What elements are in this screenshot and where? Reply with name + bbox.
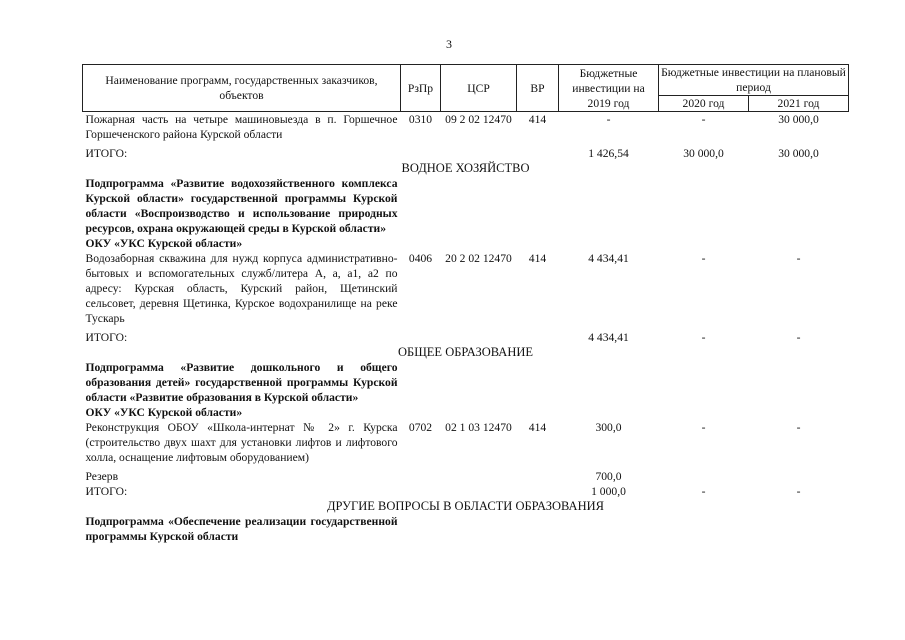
table-body	[83, 112, 849, 545]
header-2021: 2021 год	[749, 96, 849, 112]
value-2021: 30 000,0	[778, 113, 819, 126]
header-csr: ЦСР	[441, 65, 517, 112]
header-planned-period: Бюджетные инвестиции на плановый период	[659, 65, 849, 96]
empty-cell	[401, 514, 441, 544]
empty-cell	[559, 176, 659, 236]
table-row	[83, 326, 849, 345]
table-row	[83, 420, 849, 465]
page-number: 3	[446, 37, 452, 51]
empty-cell	[401, 405, 441, 420]
section-heading: ДРУГИЕ ВОПРОСЫ В ОБЛАСТИ ОБРАЗОВАНИЯ	[327, 499, 604, 513]
vr-cell: 414	[528, 113, 547, 126]
rzpr-cell	[401, 142, 441, 161]
table-row	[83, 405, 849, 420]
table-row	[83, 360, 849, 405]
subprogram-title: ОКУ «УКС Курской области»	[85, 237, 243, 250]
header-2020: 2020 год	[659, 96, 749, 112]
csr-cell	[441, 326, 517, 345]
subprogram-title: Подпрограмма «Развитие водохозяйственного комплекса Курской области» государственной программы Курской области «Воспроизводство и использование природных ресурсов, охрана окружающей среды в Курской области»	[85, 177, 398, 235]
value-2020: -	[701, 331, 706, 344]
table-row	[83, 345, 849, 360]
header-rzpr: РзПр	[401, 65, 441, 112]
value-2019: 4 434,41	[588, 331, 629, 344]
empty-cell	[441, 360, 517, 405]
rzpr-cell	[401, 484, 441, 499]
vr-cell	[517, 465, 559, 484]
csr-cell	[441, 484, 517, 499]
investment-table	[82, 64, 849, 544]
table-row	[83, 161, 849, 176]
empty-cell	[559, 514, 659, 544]
value-2020: -	[701, 421, 706, 434]
csr-cell: 20 2 02 12470	[445, 252, 512, 265]
table-row	[83, 514, 849, 544]
value-2020: -	[701, 252, 706, 265]
empty-cell	[749, 405, 849, 420]
empty-cell	[749, 514, 849, 544]
empty-cell	[517, 360, 559, 405]
empty-cell	[659, 405, 749, 420]
vr-cell: 414	[528, 421, 547, 434]
empty-cell	[517, 236, 559, 251]
table-row	[83, 499, 849, 514]
empty-cell	[517, 176, 559, 236]
table-row	[83, 176, 849, 236]
total-label: ИТОГО:	[85, 331, 128, 344]
rzpr-cell	[401, 465, 441, 484]
empty-cell	[441, 514, 517, 544]
table-row	[83, 484, 849, 499]
csr-cell: 09 2 02 12470	[445, 113, 512, 126]
rzpr-cell: 0406	[408, 252, 433, 265]
table-row	[83, 251, 849, 326]
value-2019: -	[606, 113, 611, 126]
value-2020: -	[701, 485, 706, 498]
empty-cell	[441, 176, 517, 236]
empty-cell	[749, 360, 849, 405]
value-2020: 30 000,0	[683, 147, 724, 160]
subprogram-title: ОКУ «УКС Курской области»	[85, 406, 243, 419]
object-name: Водозаборная скважина для нужд корпуса административно-бытовых и вспомогательных служб/литера А, а, а1, а2 по адресу: Курская область, Курский район, Щетинский сельсовет, деревня Щетинка, Курское водохранилище на реке Тускарь	[85, 252, 398, 325]
total-label: ИТОГО:	[85, 147, 128, 160]
empty-cell	[659, 360, 749, 405]
subprogram-title: Подпрограмма «Развитие дошкольного и общего образования детей» государственной программы Курской области «Развитие образования в Курской области»	[85, 361, 398, 404]
value-2019: 1 000,0	[591, 485, 626, 498]
table-row	[83, 236, 849, 251]
empty-cell	[559, 236, 659, 251]
value-2020: -	[701, 113, 706, 126]
value-2019: 4 434,41	[588, 252, 629, 265]
csr-cell	[441, 142, 517, 161]
value-2021	[749, 465, 849, 484]
vr-cell: 414	[528, 252, 547, 265]
rzpr-cell: 0310	[408, 113, 433, 126]
value-2019: 700,0	[595, 470, 622, 483]
object-name: Пожарная часть на четыре машиновыезда в п. Горшечное Горшеченского района Курской области	[85, 113, 398, 141]
empty-cell	[749, 236, 849, 251]
empty-cell	[749, 176, 849, 236]
total-label: ИТОГО:	[85, 485, 128, 498]
empty-cell	[517, 514, 559, 544]
header-name: Наименование программ, государственных заказчиков, объектов	[83, 65, 401, 112]
header-inv-2019: Бюджетные инвестиции на 2019 год	[559, 65, 659, 112]
empty-cell	[401, 176, 441, 236]
empty-cell	[517, 405, 559, 420]
value-2021: -	[796, 331, 801, 344]
vr-cell	[517, 326, 559, 345]
value-2020	[659, 465, 749, 484]
header-vr: ВР	[517, 65, 559, 112]
table-row	[83, 112, 849, 143]
value-2021: 30 000,0	[778, 147, 819, 160]
vr-cell	[517, 142, 559, 161]
section-heading: ОБЩЕЕ ОБРАЗОВАНИЕ	[397, 345, 534, 359]
rzpr-cell	[401, 326, 441, 345]
rzpr-cell: 0702	[408, 421, 433, 434]
empty-cell	[559, 405, 659, 420]
empty-cell	[441, 236, 517, 251]
value-2021: -	[796, 421, 801, 434]
empty-cell	[659, 514, 749, 544]
table-row	[83, 465, 849, 484]
csr-cell	[441, 465, 517, 484]
empty-cell	[441, 405, 517, 420]
empty-cell	[559, 360, 659, 405]
value-2019: 1 426,54	[588, 147, 629, 160]
total-label: Резерв	[85, 470, 119, 483]
empty-cell	[401, 236, 441, 251]
empty-cell	[659, 236, 749, 251]
value-2019: 300,0	[595, 421, 622, 434]
csr-cell: 02 1 03 12470	[445, 421, 512, 434]
value-2021: -	[796, 252, 801, 265]
section-heading: ВОДНОЕ ХОЗЯЙСТВО	[401, 161, 530, 175]
value-2021: -	[796, 485, 801, 498]
table-row	[83, 142, 849, 161]
object-name: Реконструкция ОБОУ «Школа-интернат № 2» г. Курска (строительство двух шахт для установки лифтов и лифтового холла, оснащение лифтовым оборудованием)	[85, 421, 398, 464]
empty-cell	[659, 176, 749, 236]
vr-cell	[517, 484, 559, 499]
subprogram-title: Подпрограмма «Обеспечение реализации государственной программы Курской области	[85, 515, 398, 543]
empty-cell	[401, 360, 441, 405]
